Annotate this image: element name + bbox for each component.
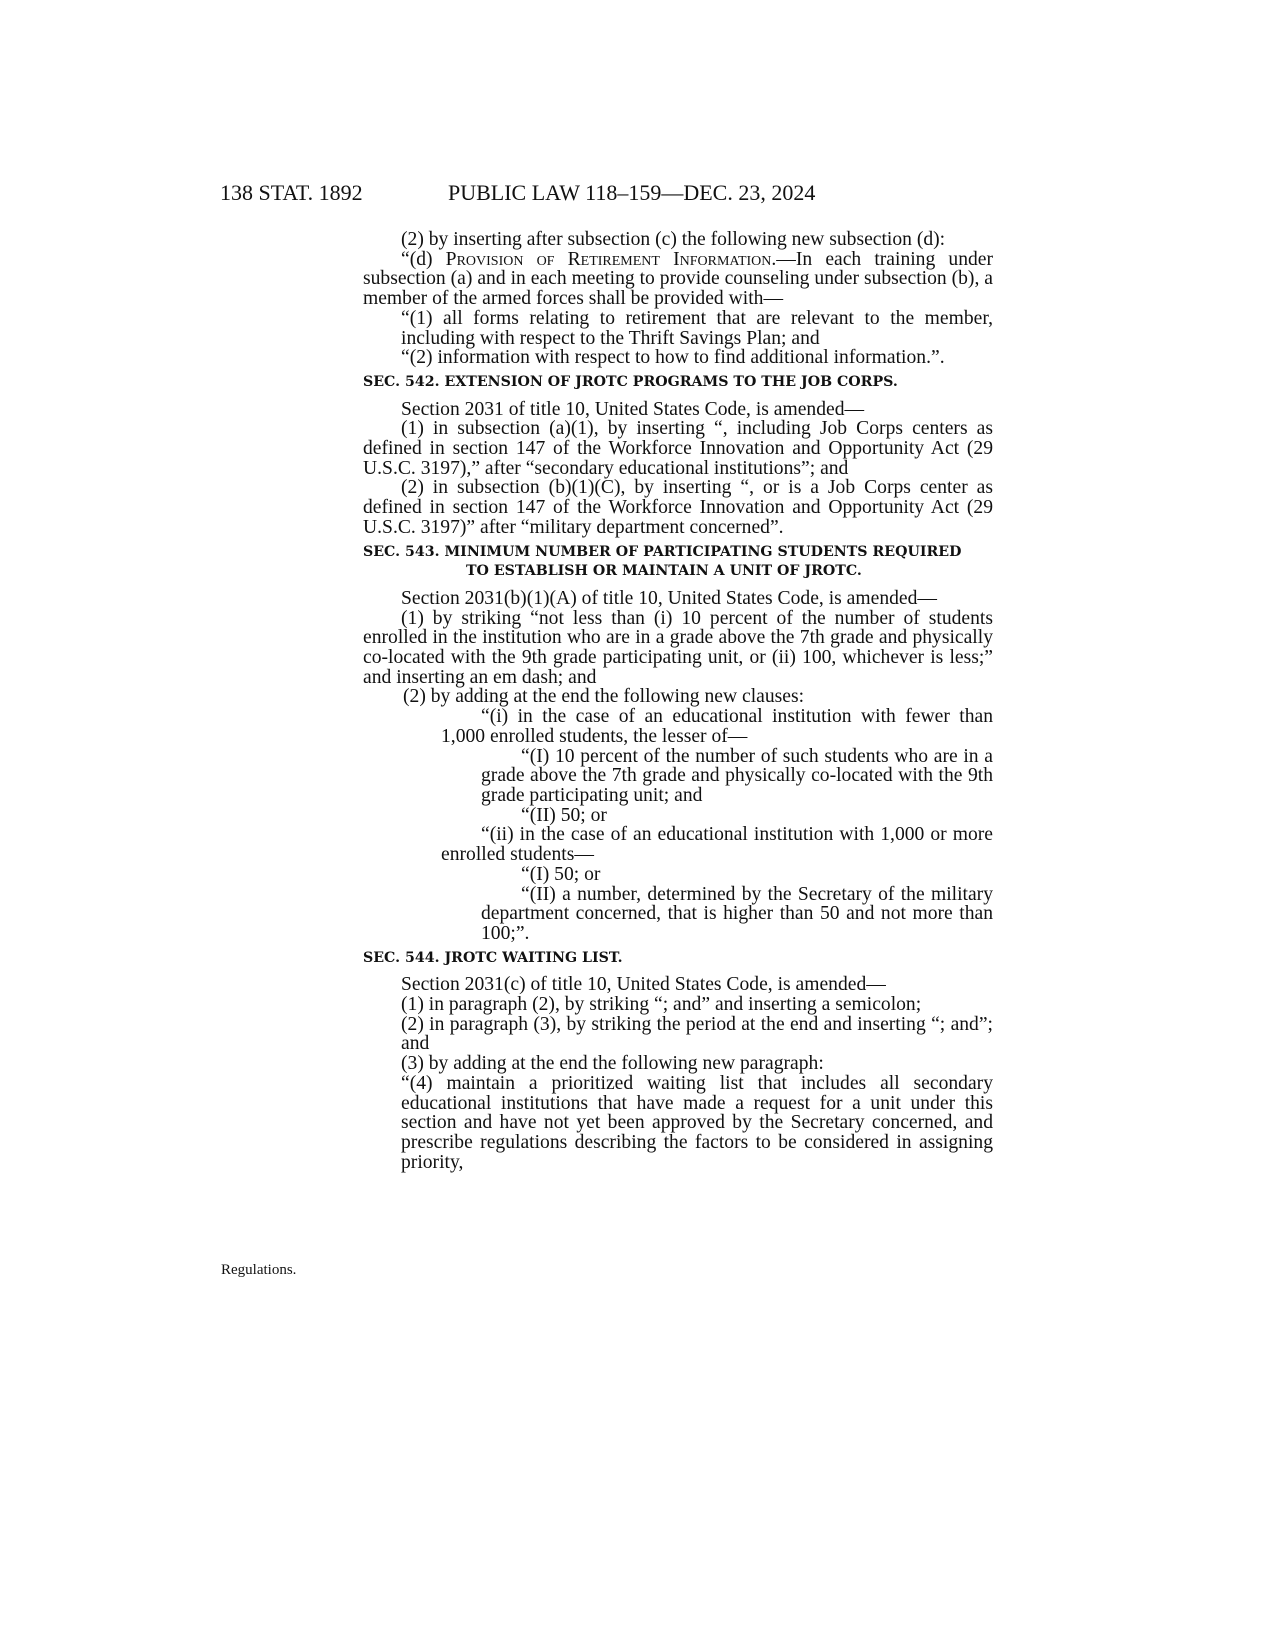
subsection-d-text: .—In each training under subsection (a) and in each meeting to provide counseling under subsection (b), a member of the armed forces shall be provided with— [363, 248, 994, 310]
subclause: “(II) 50; or [521, 804, 607, 826]
paragraph: (3) by adding at the end the following new paragraph: [401, 1053, 824, 1075]
paragraph: (2) by inserting after subsection (c) the following new subsection (d): [401, 229, 946, 250]
subsection-d-heading: Provision of Retirement Information [445, 248, 772, 270]
subclause: “(I) 10 percent of the number of such students who are in a grade above the 7th grade and physically co-located with the 9th grade participating unit; and [481, 745, 993, 806]
paragraph: (2) in paragraph (3), by striking the period at the end and inserting “; and”; and [401, 1013, 993, 1055]
clause [363, 707, 993, 746]
section-543-heading-line2: TO ESTABLISH OR MAINTAIN A UNIT OF JROTC. [466, 563, 862, 580]
paragraph: (2) in subsection (b)(1)(C), by inserting “, or is a Job Corps center as defined in section 147 of the Workforce Innovation and Opportunity Act (29 U.S.C. 3197)” after “military department concerned”. [363, 477, 993, 538]
clause: “(ii) in the case of an educational institution with 1,000 or more enrolled students— [441, 824, 993, 866]
paragraph: “(2) information with respect to how to find additional information.”. [401, 347, 945, 369]
paragraph: “(4) maintain a prioritized waiting list that includes all secondary educational institutions that have made a request for a unit under this section and have not yet been approved by the Secretary concerned, and prescribe regulations describing the factors to be considered in assigning priority, [401, 1072, 993, 1173]
paragraph: (1) by striking “not less than (i) 10 percent of the number of students enrolled in the institution who are in a grade above the 7th grade and physically co-located with the 9th grade participating unit, or (ii) 100, whichever is less;” and inserting an em dash; and [363, 607, 993, 688]
paragraph: Section 2031(c) of title 10, United States Code, is amended— [401, 974, 886, 996]
stat-page-number: 138 STAT. 1892 [220, 180, 363, 205]
public-law-title: PUBLIC LAW 118–159—DEC. 23, 2024 [448, 180, 816, 205]
section-543-heading [363, 543, 993, 582]
paragraph: (2) by adding at the end the following new clauses: [403, 686, 805, 708]
page-header [0, 180, 1275, 220]
paragraph [363, 309, 993, 348]
paragraph: (1) in subsection (a)(1), by inserting “, including Job Corps centers as defined in section 147 of the Workforce Innovation and Opportunity Act (29 U.S.C. 3197),” after “secondary educational institutions”; and [363, 418, 993, 479]
margin-note: Regulations. [221, 1262, 297, 1278]
paragraph: Section 2031(b)(1)(A) of title 10, United States Code, is amended— [401, 587, 937, 609]
document-body [363, 230, 993, 1172]
paragraph: Section 2031 of title 10, United States Code, is amended— [401, 398, 865, 420]
paragraph-text: “(1) all forms relating to retirement that are relevant to the member, including with respect to the Thrift Savings Plan; and [401, 307, 993, 349]
section-542-heading: SEC. 542. EXTENSION OF JROTC PROGRAMS TO THE JOB CORPS. [363, 373, 898, 390]
clause-text: “(i) in the case of an educational institution with fewer than 1,000 enrolled students, the lesser of— [441, 706, 993, 747]
section-544-heading: SEC. 544. JROTC WAITING LIST. [363, 949, 623, 966]
section-543-heading-line1: SEC. 543. MINIMUM NUMBER OF PARTICIPATING STUDENTS REQUIRED [363, 543, 962, 560]
subsection-d [363, 250, 993, 309]
subclause: “(II) a number, determined by the Secretary of the military department concerned, that is higher than 50 and not more than 100;”. [481, 883, 993, 944]
subsection-d-open: “(d) [401, 248, 446, 270]
paragraph: (1) in paragraph (2), by striking “; and” and inserting a semicolon; [401, 994, 922, 1016]
subclause: “(I) 50; or [521, 863, 601, 885]
